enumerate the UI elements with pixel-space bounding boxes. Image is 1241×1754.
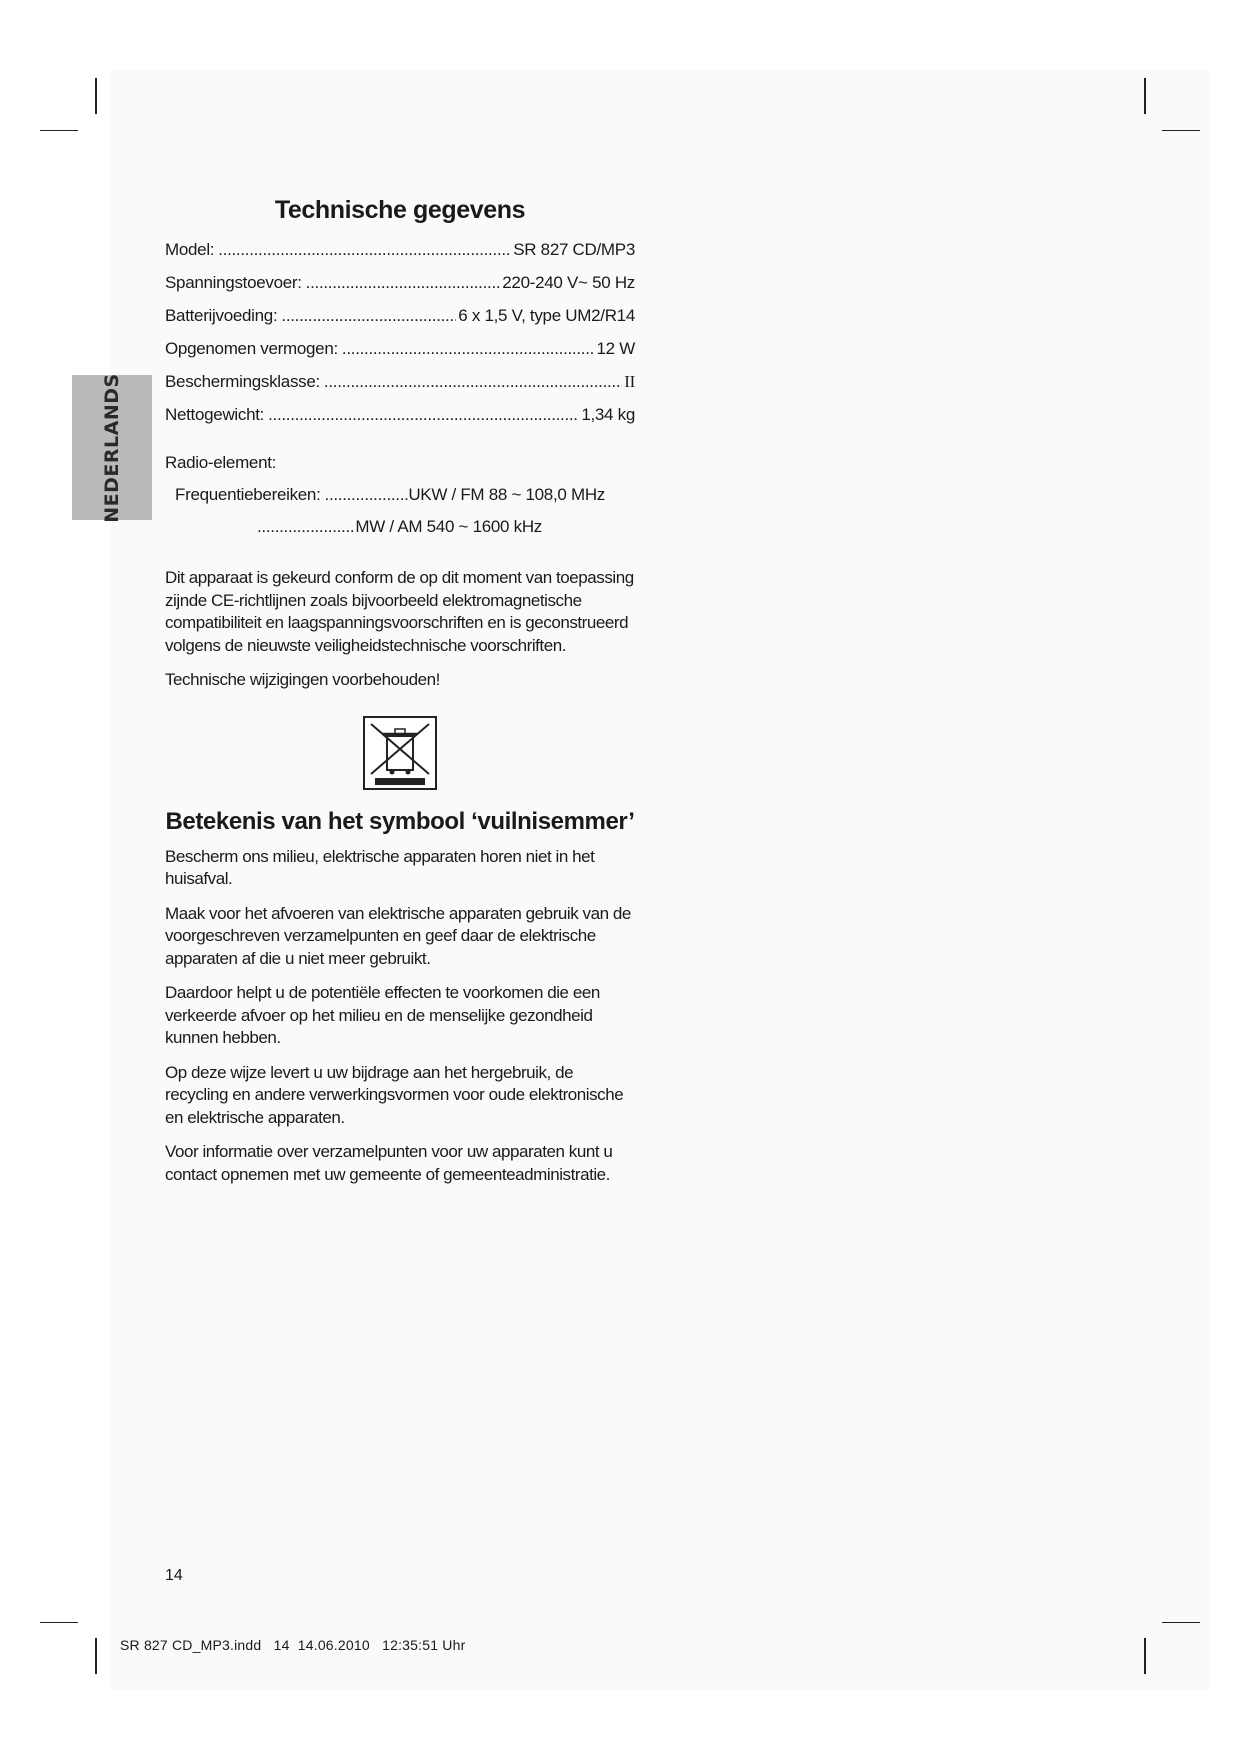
spec-label: Batterijvoeding: (165, 306, 278, 325)
dot-leader (342, 332, 595, 365)
dot-leader (268, 398, 579, 431)
spec-label: Nettogewicht: (165, 405, 265, 424)
language-side-tab (72, 372, 152, 523)
spec-value: 12 W (596, 339, 635, 358)
spec-row-power (165, 332, 635, 365)
spec-value: SR 827 CD/MP3 (513, 240, 635, 259)
spec-value: 220-240 V~ 50 Hz (502, 273, 635, 292)
crop-mark (95, 78, 97, 114)
spec-label: Model: (165, 240, 215, 259)
conformity-section (165, 567, 635, 692)
spec-value: 1,34 kg (581, 405, 635, 424)
bin-paragraph: Bescherm ons milieu, elektrische apparaten horen niet in het huisafval. (165, 846, 595, 888)
spec-list (165, 233, 635, 431)
frequency-label: Frequentiebereiken: (175, 485, 321, 504)
spec-value: II (624, 372, 635, 391)
page-number: 14 (165, 1567, 183, 1584)
conformity-paragraph: Dit apparaat is gekeurd conform de op dit moment van toepassing zijnde CE-richtlijnen zoals bijvoorbeeld elektromagnetische compatibiliteit en laagspanningsvoorschriften en is geconstrueerd volgens de nieuwste veiligheidstechnische voorschriften. (165, 568, 634, 655)
spec-label: Beschermingsklasse: (165, 372, 320, 391)
changes-reserved-note: Technische wijzigingen voorbehouden! (165, 670, 440, 689)
print-slug: SR 827 CD_MP3.indd 14 14.06.2010 12:35:51 Uhr (120, 1637, 466, 1653)
dot-leader (324, 365, 622, 398)
crop-mark (1144, 78, 1146, 114)
spec-row-weight (165, 398, 635, 431)
technical-data-heading: Technische gegevens (274, 196, 526, 224)
dot-leader (218, 233, 511, 266)
crop-mark (40, 130, 78, 131)
crossed-bin-icon (363, 716, 437, 790)
frequency-fm-value: UKW / FM 88 ~ 108,0 MHz (408, 485, 605, 504)
spec-row-protection-class (165, 365, 635, 398)
bin-paragraph: Daardoor helpt u de potentiële effecten te voorkomen die een verkeerde afvoer op het milieu en de menselijke gezondheid kunnen hebben. (165, 983, 600, 1047)
spec-row-model (165, 233, 635, 266)
frequency-am-value: MW / AM 540 ~ 1600 kHz (355, 517, 542, 536)
spec-value: 6 x 1,5 V, type UM2/R14 (458, 306, 635, 325)
dot-leader (325, 479, 409, 511)
bin-paragraph: Voor informatie over verzamelpunten voor uw apparaten kunt u contact opnemen met uw gemeente of gemeenteadministratie. (165, 1142, 613, 1184)
crop-mark (40, 1622, 78, 1623)
spec-label: Spanningstoevoer: (165, 273, 302, 292)
crop-mark (1144, 1638, 1146, 1674)
crop-mark (95, 1638, 97, 1674)
crop-mark (1162, 1622, 1200, 1623)
frequency-fm-row (165, 479, 605, 511)
frequency-am-row (165, 511, 542, 543)
spec-row-battery (165, 299, 635, 332)
dot-leader (306, 266, 501, 299)
side-tab-label: NEDERLANDS (101, 372, 123, 523)
bin-symbol-heading: Betekenis van het symbool ‘vuilnisemmer’ (165, 807, 635, 835)
main-content (165, 196, 635, 1198)
dot-leader (281, 299, 456, 332)
spec-label: Opgenomen vermogen: (165, 339, 338, 358)
crop-mark (1162, 130, 1200, 131)
bin-section (165, 846, 635, 1187)
dot-leader (257, 511, 355, 543)
radio-element-heading: Radio-element: (165, 453, 277, 472)
bin-paragraph: Op deze wijze levert u uw bijdrage aan het hergebruik, de recycling en andere verwerkingsvormen voor oude elektronische en elektrische apparaten. (165, 1062, 624, 1127)
spec-row-voltage (165, 266, 635, 299)
bin-paragraph: Maak voor het afvoeren van elektrische apparaten gebruik van de voorgeschreven verzamelpunten en geef daar de elektrische apparaten af die u niet meer gebruikt. (165, 903, 631, 968)
